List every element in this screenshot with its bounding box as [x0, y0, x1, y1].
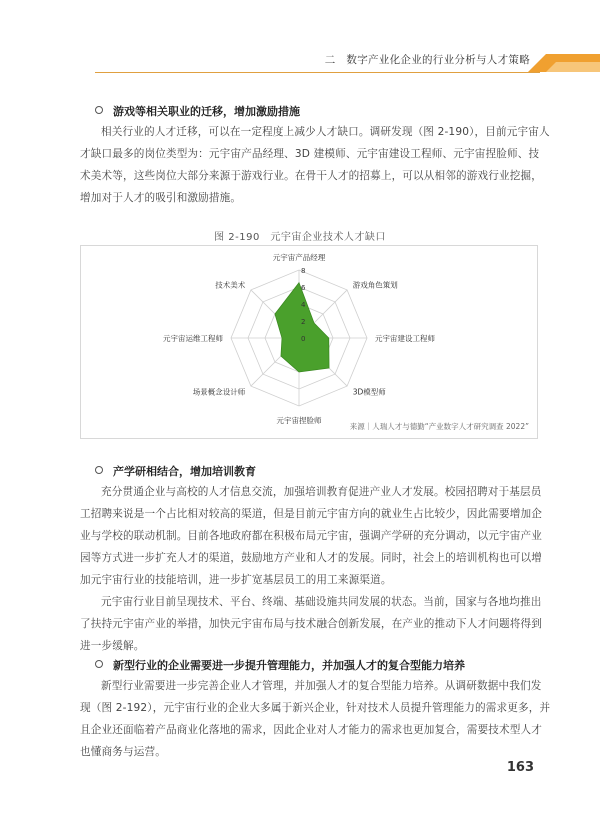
radar-category-label: 技术美术 [215, 280, 246, 290]
text-line: 工招聘来说是一个占比相对较高的渠道，但是目前元宇宙方向的就业生占比较少，因此需要增加企 [80, 508, 542, 520]
section-heading-text: 游戏等相关职业的迁移，增加激励措施 [113, 105, 300, 118]
paragraph-education [80, 481, 542, 657]
section-heading-text: 新型行业的企业需要进一步提升管理能力，并加强人才的复合型能力培养 [113, 659, 465, 672]
text-line: 增加对于人才的吸引和激励措施。 [80, 192, 242, 204]
radar-category-label: 元宇宙捏脸师 [276, 416, 322, 425]
radar-category-label: 元宇宙产品经理 [272, 253, 326, 262]
radar-tick-label: 0 [301, 335, 306, 343]
figure-title: 图 2-190 元宇宙企业技术人才缺口 [214, 232, 386, 243]
radar-category-label: 游戏角色策划 [352, 280, 398, 290]
radar-tick-label: 4 [301, 301, 306, 309]
text-line: 术美术等，这些岗位大部分来源于游戏行业。在骨干人才的招募上，可以从相邻的游戏行业挖掘， [80, 170, 542, 182]
chapter-title: 二 数字产业化企业的行业分析与人才策略 [324, 54, 530, 66]
section-heading-education [95, 463, 256, 479]
text-line: 元宇宙行业目前呈现技术、平台、终端、基础设施共同发展的状态。当前，国家与各地均推出 [101, 596, 542, 608]
figure-source: 来源｜人瑞人才与德勤“产业数字人才研究调查 2022” [349, 422, 529, 431]
text-line: 新型行业需要进一步完善企业人才管理，并加强人才的复合型能力培养。从调研数据中我们发 [101, 680, 542, 692]
radar-tick-label: 6 [301, 284, 306, 292]
text-line: 也懂商务与运营。 [80, 746, 166, 758]
text-line: 才缺口最多的岗位类型为：元宇宙产品经理、3D 建模师、元宇宙建设工程师、元宇宙捏脸师、技 [80, 148, 540, 160]
radar-category-label: 3D模型师 [352, 387, 386, 397]
section-heading-migration [95, 103, 300, 119]
text-line: 加元宇宙行业的技能培训，进一步扩宽基层员工的用工来源渠道。 [80, 574, 392, 586]
text-line: 相关行业的人才迁移，可以在一定程度上减少人才缺口。调研发现（图 2-190），目前元宇宙人 [101, 126, 550, 138]
radar-tick-label: 2 [301, 318, 306, 326]
text-line: 业与学校的联动机制。目前各地政府都在积极布局元宇宙，强调产学研的充分调动，以元宇宙产业 [80, 530, 542, 542]
text-line: 了扶持元宇宙产业的举措，加快元宇宙布局与技术融合创新发展，在产业的推动下人才问题将得到 [80, 618, 542, 630]
bullet-circle-icon [95, 466, 103, 474]
radar-category-label: 元宇宙建设工程师 [375, 334, 435, 343]
radar-tick-label: 8 [301, 267, 306, 275]
header-rule [95, 72, 540, 73]
radar-chart-container [80, 245, 538, 439]
text-line: 进一步缓解。 [80, 640, 145, 652]
radar-category-label: 元宇宙运维工程师 [163, 334, 223, 343]
page-number: 163 [506, 760, 534, 775]
text-line: 充分贯通企业与高校的人才信息交流，加强培训教育促进产业人才发展。校园招聘对于基层员 [101, 486, 542, 498]
text-line: 现（图 2-192），元宇宙行业的企业大多属于新兴企业，针对技术人员提升管理能力的需求更多，并 [80, 702, 551, 714]
running-header [0, 44, 600, 74]
section-heading-text: 产学研相结合，增加培训教育 [113, 465, 256, 478]
bullet-circle-icon [95, 660, 103, 668]
paragraph-management [80, 675, 551, 763]
paragraph-migration [80, 121, 550, 209]
radar-chart [81, 246, 537, 438]
section-heading-management [95, 657, 465, 673]
radar-category-label: 场景概念设计师 [192, 387, 246, 397]
text-line: 且企业还面临着产品商业化落地的需求，因此企业对人才能力的需求也更加复合，需要技术型人才 [80, 724, 542, 736]
bullet-circle-icon [95, 106, 103, 114]
text-line: 园等方式进一步扩充人才的渠道，鼓励地方产业和人才的发展。同时，社会上的培训机构也可以增 [80, 552, 542, 564]
